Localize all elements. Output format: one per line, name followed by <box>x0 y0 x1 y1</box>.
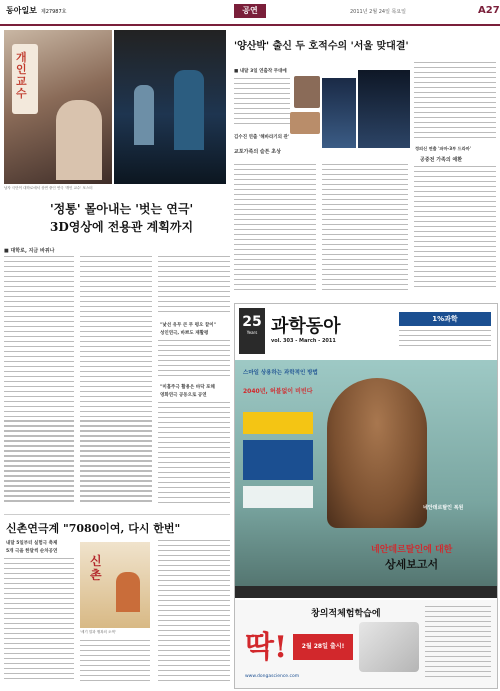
stage-photo <box>114 30 226 184</box>
ad-promo-box-2 <box>243 440 313 480</box>
ad-promo-box-3 <box>243 486 313 508</box>
ad-bottom-title: 창의적체험학습에 <box>311 609 381 619</box>
poster-photo: 개 인 교 수 <box>4 30 112 184</box>
top-body-intro <box>234 78 290 128</box>
story2-body-col3 <box>158 540 230 688</box>
ad-bottom-blurb <box>425 606 491 682</box>
story2-headline: 신촌연극계 "7080이여, 다시 한번" <box>6 522 181 535</box>
masthead-logo <box>6 5 67 16</box>
ad-topic-1: 스마일 상용하는 과학적인 방법 <box>243 370 318 376</box>
ad-right-badge: 1%과학 <box>399 312 491 326</box>
story2-photo-caption: '세기 말과 행복의 오색' <box>80 630 116 634</box>
dateline: 2011년 2월 24일 목요일 <box>350 9 407 15</box>
ad-magazine-name: 과학동아 <box>271 316 341 337</box>
top-body-right <box>414 62 496 144</box>
ad-topic-2: 2040년, 허블없이 비빈다 <box>243 388 313 395</box>
story2-body-col1 <box>4 558 74 688</box>
ad-promo-box-1 <box>243 412 313 434</box>
story-divider <box>4 514 230 515</box>
issue-number: 제27987호 <box>40 9 67 15</box>
neanderthal-figure <box>327 378 427 528</box>
ad-right-blurb <box>399 330 491 354</box>
ad-years-block <box>239 308 265 354</box>
ad-bottom-title-2: 딱! <box>245 630 288 665</box>
subhead-6: 성인연극, 바쁘도 재활평 <box>160 331 209 336</box>
main-body-col3c <box>158 402 230 510</box>
page-number: A27 <box>478 5 500 16</box>
logo-text: 동아일보 <box>6 6 37 15</box>
main-body-col3b <box>158 340 230 380</box>
magazine-advertisement[interactable] <box>234 303 498 689</box>
main-body-col3 <box>158 256 230 316</box>
ad-bottom-url[interactable]: www.dongascience.com <box>245 674 300 679</box>
ad-headline-big-2: 상세보고서 <box>385 558 439 571</box>
main-body-col1 <box>4 256 74 511</box>
ad-years-number: 25 <box>242 314 262 330</box>
stage-scene-photo-2 <box>358 70 410 148</box>
ad-years-label: Years <box>246 330 258 335</box>
section-badge: 공연 <box>234 4 266 18</box>
main-byline: ■ 대학로, 지금 바뀌나 <box>4 248 55 254</box>
ad-headline-small: 네안데르탈인 복원 <box>423 505 464 511</box>
subhead-8: 영화연극 공동으로 공연 <box>160 393 207 398</box>
top-body-col3 <box>414 166 496 298</box>
main-headline-line1: '정통' 몰아내는 '벗는 연극' <box>50 202 194 216</box>
story2-sub2: 5개 극을 한달씩 순차공연 <box>6 549 58 554</box>
story2-sub: 내달 5일부터 실험극 축제 <box>6 541 58 546</box>
story2-body-col2 <box>80 640 150 688</box>
stage-scene-photo-1 <box>322 78 356 148</box>
top-body-col1 <box>234 164 316 298</box>
subhead-1: 김수진 연출 '해바라기의 관' <box>234 135 290 140</box>
ad-product-image <box>359 622 419 672</box>
subhead-4: 공중전 가족의 애환 <box>420 157 463 163</box>
main-body-col2 <box>80 256 152 511</box>
photo-caption: 남자 극단이 대학로에서 상연 중인 연극 '개인 교수' 포스터 <box>4 186 93 190</box>
actor-portrait-2 <box>290 112 320 134</box>
actor-portrait <box>294 76 320 108</box>
top-body-col2 <box>322 164 408 298</box>
ad-bottom-date: 2월 28일 출시! <box>293 634 353 660</box>
ad-headline-big-1: 네안데르탈인에 대한 <box>371 545 453 555</box>
subhead-7: "미흡주극 활용은 바닥 포해 <box>160 385 215 390</box>
ad-cover-footer <box>235 586 497 598</box>
top-headline: '양산박' 출신 두 호적수의 '서울 맞대결' <box>234 41 409 52</box>
ad-issue-line: vol. 303 - March - 2011 <box>271 338 336 344</box>
main-headline-line2: 3D영상에 전용관 계획까지 <box>50 220 194 234</box>
top-byline: ■ 내달 3일 연출작 무대에 <box>234 69 287 74</box>
subhead-5: "낯선 유무 큰 무 평오 끝이" <box>160 323 216 328</box>
story2-poster: 신 촌 <box>80 542 150 628</box>
subhead-2: 교포가족의 슬픈 초상 <box>234 149 281 155</box>
subhead-3: 정의신 연출 '파마-3부 드라마' <box>415 146 472 151</box>
